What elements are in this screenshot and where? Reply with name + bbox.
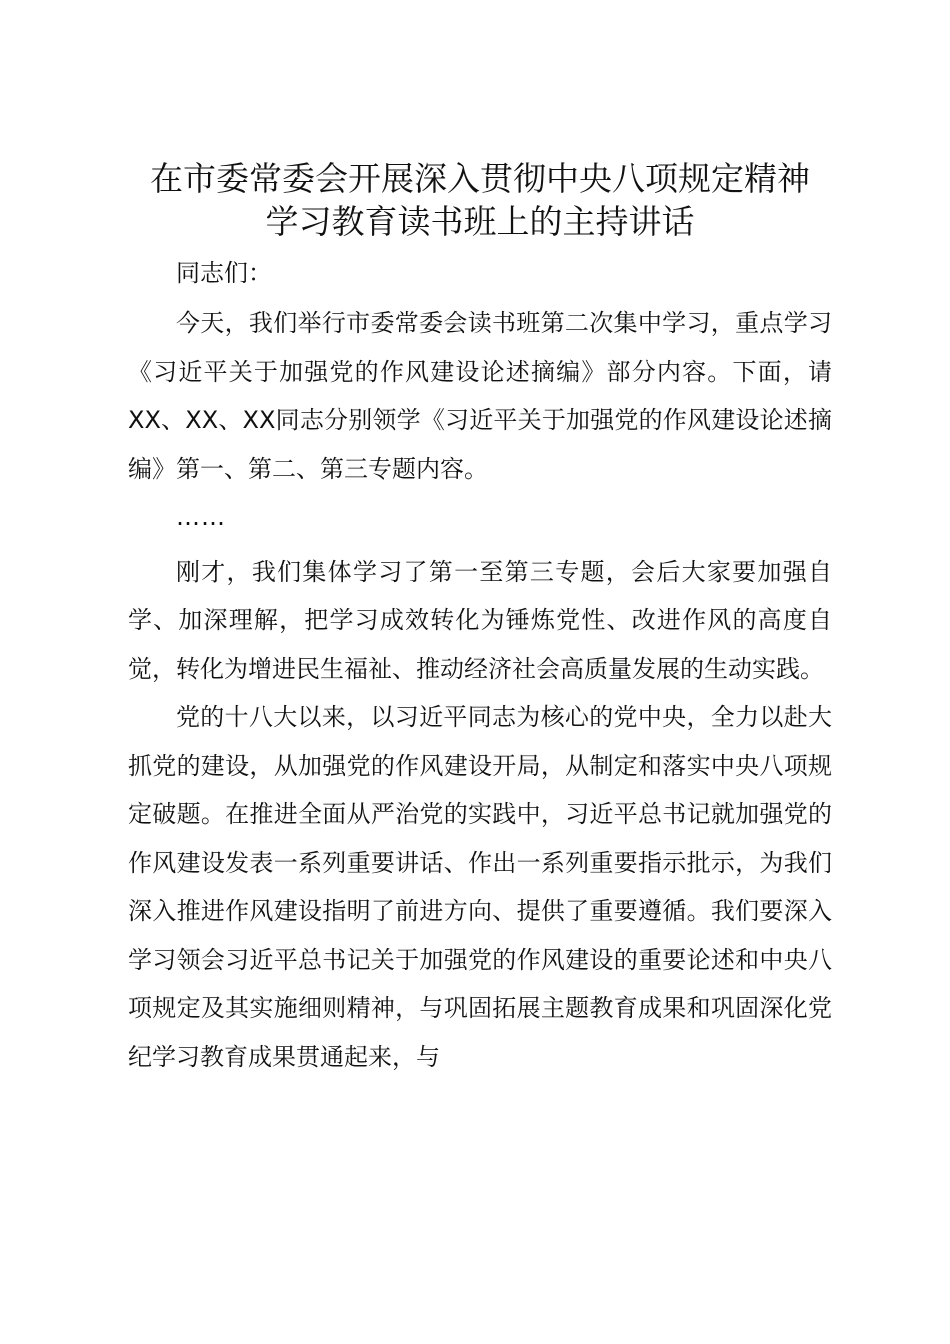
title-line-1: 在市委常委会开展深入贯彻中央八项规定精神 — [150, 159, 810, 198]
ellipsis: …… — [176, 503, 226, 531]
paragraph-summary: 刚才，我们集体学习了第一至第三专题，会后大家要加强自学、加深理解，把学习成效转化为锤炼党性、改进作风的高度自觉，转化为增进民生福祉、推动经济社会高质量发展的生动实践。 — [128, 557, 832, 683]
paragraph-opening: 今天，我们举行市委常委会读书班第二次集中学习，重点学习《习近平关于加强党的作风建设论述摘编》部分内容。下面，请XX、XX、XX同志分别领学《习近平关于加强党的作风建设论述摘编》第一、第二、第三专题内容。 — [128, 309, 832, 483]
title-line-2: 学习教育读书班上的主持讲话 — [265, 202, 695, 241]
document-title — [128, 157, 832, 243]
document-body — [128, 157, 832, 1081]
salutation: 同志们： — [176, 259, 272, 287]
paragraph-main: 党的十八大以来，以习近平同志为核心的党中央，全力以赴大抓党的建设，从加强党的作风建设开局，从制定和落实中央八项规定破题。在推进全面从严治党的实践中，习近平总书记就加强党的作风建设发表一系列重要讲话、作出一系列重要指示批示，为我们深入推进作风建设指明了前进方向、提供了重要遵循。我们要深入学习领会习近平总书记关于加强党的作风建设的重要论述和中央八项规定及其实施细则精神，与巩固拓展主题教育成果和巩固深化党纪学习教育成果贯通起来，与 — [128, 703, 832, 1071]
